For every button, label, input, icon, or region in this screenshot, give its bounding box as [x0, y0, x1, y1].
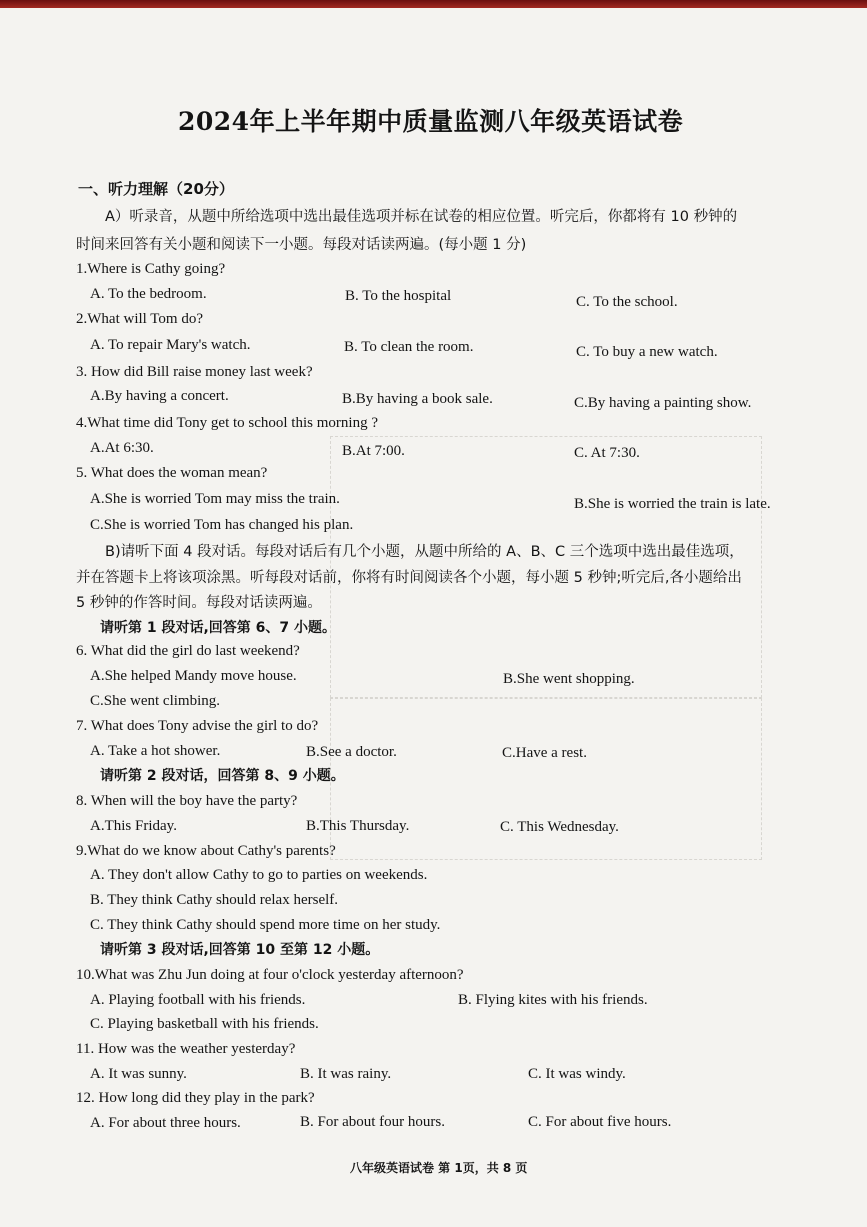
question-7: 7. What does Tony advise the girl to do?: [76, 718, 319, 734]
q12-option-b[interactable]: B. For about four hours.: [300, 1114, 445, 1130]
q12-option-a[interactable]: A. For about three hours.: [90, 1115, 241, 1131]
q7-option-b[interactable]: B.See a doctor.: [306, 744, 397, 760]
exam-page: [0, 8, 867, 1227]
q5-option-c[interactable]: C.She is worried Tom has changed his plan.: [90, 517, 354, 533]
question-5: 5. What does the woman mean?: [76, 465, 268, 481]
q10-option-a[interactable]: A. Playing football with his friends.: [90, 992, 306, 1008]
question-4: 4.What time did Tony get to school this morning ?: [76, 415, 378, 431]
q3-option-a[interactable]: A.By having a concert.: [90, 388, 229, 404]
question-11: 11. How was the weather yesterday?: [76, 1041, 296, 1057]
q11-option-a[interactable]: A. It was sunny.: [90, 1066, 187, 1082]
part-a-instructions: 时间来回答有关小题和阅读下一小题。每段对话读两遍。(每小题 1 分): [76, 237, 527, 253]
q11-option-b[interactable]: B. It was rainy.: [300, 1066, 392, 1082]
q5-option-b[interactable]: B.She is worried the train is late.: [574, 496, 771, 512]
q2-option-b[interactable]: B. To clean the room.: [344, 339, 474, 355]
q3-option-c[interactable]: C.By having a painting show.: [574, 395, 752, 411]
q9-option-c[interactable]: C. They think Cathy should spend more time on her study.: [90, 917, 441, 933]
part-b-instructions: 并在答题卡上将该项涂黑。听每段对话前，你将有时间阅读各个小题，每小题 5 秒钟;听完后,各小题给出: [76, 570, 742, 586]
dialog-prompt-3: 请听第 3 段对话,回答第 10 至第 12 小题。: [100, 942, 380, 958]
dialog-prompt-2: 请听第 2 段对话，回答第 8、9 小题。: [100, 768, 345, 784]
q2-option-a[interactable]: A. To repair Mary's watch.: [90, 337, 251, 353]
q5-option-a[interactable]: A.She is worried Tom may miss the train.: [90, 491, 340, 507]
dialog-prompt-1: 请听第 1 段对话,回答第 6、7 小题。: [100, 620, 337, 636]
q4-option-b[interactable]: B.At 7:00.: [342, 443, 405, 459]
question-6: 6. What did the girl do last weekend?: [76, 643, 300, 659]
q6-option-c[interactable]: C.She went climbing.: [90, 693, 220, 709]
page-title: 2024年上半年期中质量监测八年级英语试卷: [178, 107, 684, 136]
scan-top-edge: [0, 0, 867, 8]
question-2: 2.What will Tom do?: [76, 311, 203, 327]
q9-option-b[interactable]: B. They think Cathy should relax herself.: [90, 892, 339, 908]
q8-option-c[interactable]: C. This Wednesday.: [500, 819, 619, 835]
question-9: 9.What do we know about Cathy's parents?: [76, 843, 336, 859]
q3-option-b[interactable]: B.By having a book sale.: [342, 391, 493, 407]
q7-option-a[interactable]: A. Take a hot shower.: [90, 743, 221, 759]
question-8: 8. When will the boy have the party?: [76, 793, 298, 809]
q1-option-a[interactable]: A. To the bedroom.: [90, 286, 207, 302]
q1-option-b[interactable]: B. To the hospital: [345, 288, 452, 304]
question-12: 12. How long did they play in the park?: [76, 1090, 315, 1106]
question-1: 1.Where is Cathy going?: [76, 261, 226, 277]
q7-option-c[interactable]: C.Have a rest.: [502, 745, 587, 761]
page-footer: 八年级英语试卷 第 1页，共 8 页: [350, 1161, 528, 1175]
q10-option-c[interactable]: C. Playing basketball with his friends.: [90, 1016, 319, 1032]
q4-option-a[interactable]: A.At 6:30.: [90, 440, 154, 456]
q8-option-a[interactable]: A.This Friday.: [90, 818, 177, 834]
q4-option-c[interactable]: C. At 7:30.: [574, 445, 640, 461]
section-heading-listening: 一、听力理解（20分）: [78, 180, 234, 198]
q6-option-a[interactable]: A.She helped Mandy move house.: [90, 668, 297, 684]
q8-option-b[interactable]: B.This Thursday.: [306, 818, 410, 834]
question-10: 10.What was Zhu Jun doing at four o'clock yesterday afternoon?: [76, 967, 464, 983]
q9-option-a[interactable]: A. They don't allow Cathy to go to parties on weekends.: [90, 867, 428, 883]
bleed-through-box: [330, 436, 762, 698]
part-a-instructions: A）听录音，从题中所给选项中选出最佳选项并标在试卷的相应位置。听完后，你都将有 10 秒钟的: [105, 209, 738, 225]
q10-option-b[interactable]: B. Flying kites with his friends.: [458, 992, 648, 1008]
part-b-instructions: 5 秒钟的作答时间。每段对话读两遍。: [76, 595, 322, 611]
q1-option-c[interactable]: C. To the school.: [576, 294, 678, 310]
q6-option-b[interactable]: B.She went shopping.: [503, 671, 635, 687]
question-3: 3. How did Bill raise money last week?: [76, 364, 313, 380]
q2-option-c[interactable]: C. To buy a new watch.: [576, 344, 718, 360]
q11-option-c[interactable]: C. It was windy.: [528, 1066, 626, 1082]
q12-option-c[interactable]: C. For about five hours.: [528, 1114, 672, 1130]
part-b-instructions: B)请听下面 4 段对话。每段对话后有几个小题，从题中所给的 A、B、C 三个选项中选出最佳选项，: [105, 544, 744, 560]
